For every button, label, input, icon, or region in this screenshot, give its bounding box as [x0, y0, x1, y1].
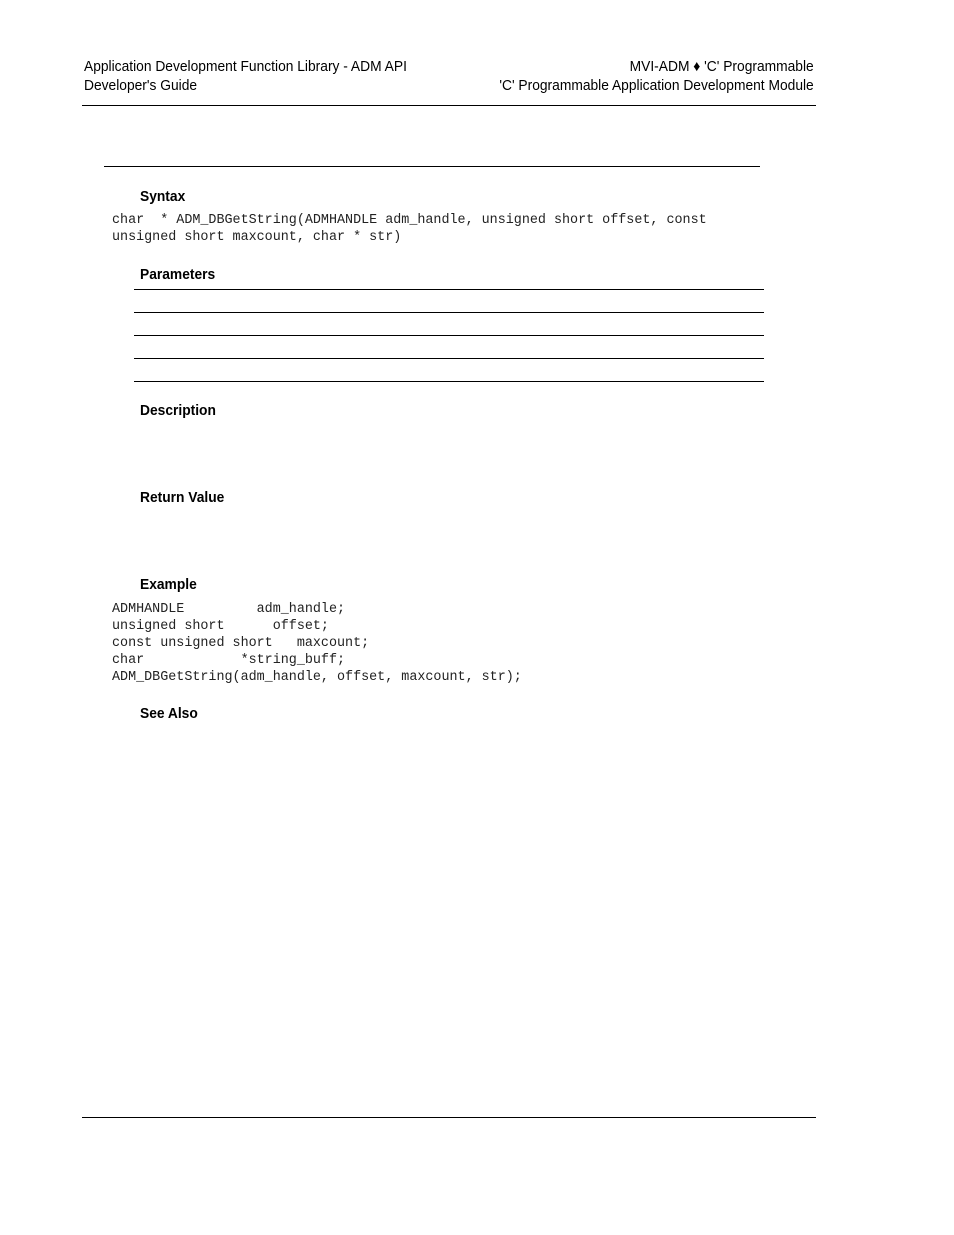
header-product-title: MVI-ADM ♦ 'C' Programmable — [629, 58, 814, 75]
header-left — [84, 57, 407, 95]
syntax-heading: Syntax — [140, 188, 186, 205]
example-code-line: unsigned short offset; — [112, 619, 329, 634]
table-row — [134, 312, 764, 335]
example-code-line: const unsigned short maxcount; — [112, 636, 370, 651]
return-value-heading: Return Value — [140, 489, 225, 506]
syntax-code-line: unsigned short maxcount, char * str) — [112, 230, 402, 245]
see-also-heading: See Also — [140, 705, 198, 722]
page-header — [82, 57, 816, 106]
example-code-line: ADMHANDLE adm_handle; — [112, 602, 346, 617]
table-row — [134, 289, 764, 312]
header-guide-title: Developer's Guide — [84, 77, 198, 94]
syntax-code-line: char * ADM_DBGetString(ADMHANDLE adm_handle, unsigned short offset, const — [112, 213, 707, 228]
table-row — [134, 335, 764, 358]
syntax-code — [112, 212, 707, 246]
parameters-heading: Parameters — [140, 266, 216, 283]
example-code-line: char *string_buff; — [112, 653, 346, 668]
example-code-line: ADM_DBGetString(adm_handle, offset, maxcount, str); — [112, 670, 522, 685]
example-heading: Example — [140, 576, 197, 593]
example-code — [112, 601, 522, 686]
parameters-table — [134, 289, 764, 382]
table-row — [134, 358, 764, 382]
function-title-rule — [104, 166, 760, 167]
page-footer-rule — [82, 1117, 816, 1118]
header-module-title: 'C' Programmable Application Development Module — [499, 77, 814, 94]
header-library-title: Application Development Function Library - ADM API — [84, 58, 407, 75]
header-right — [500, 57, 814, 95]
description-heading: Description — [140, 402, 216, 419]
